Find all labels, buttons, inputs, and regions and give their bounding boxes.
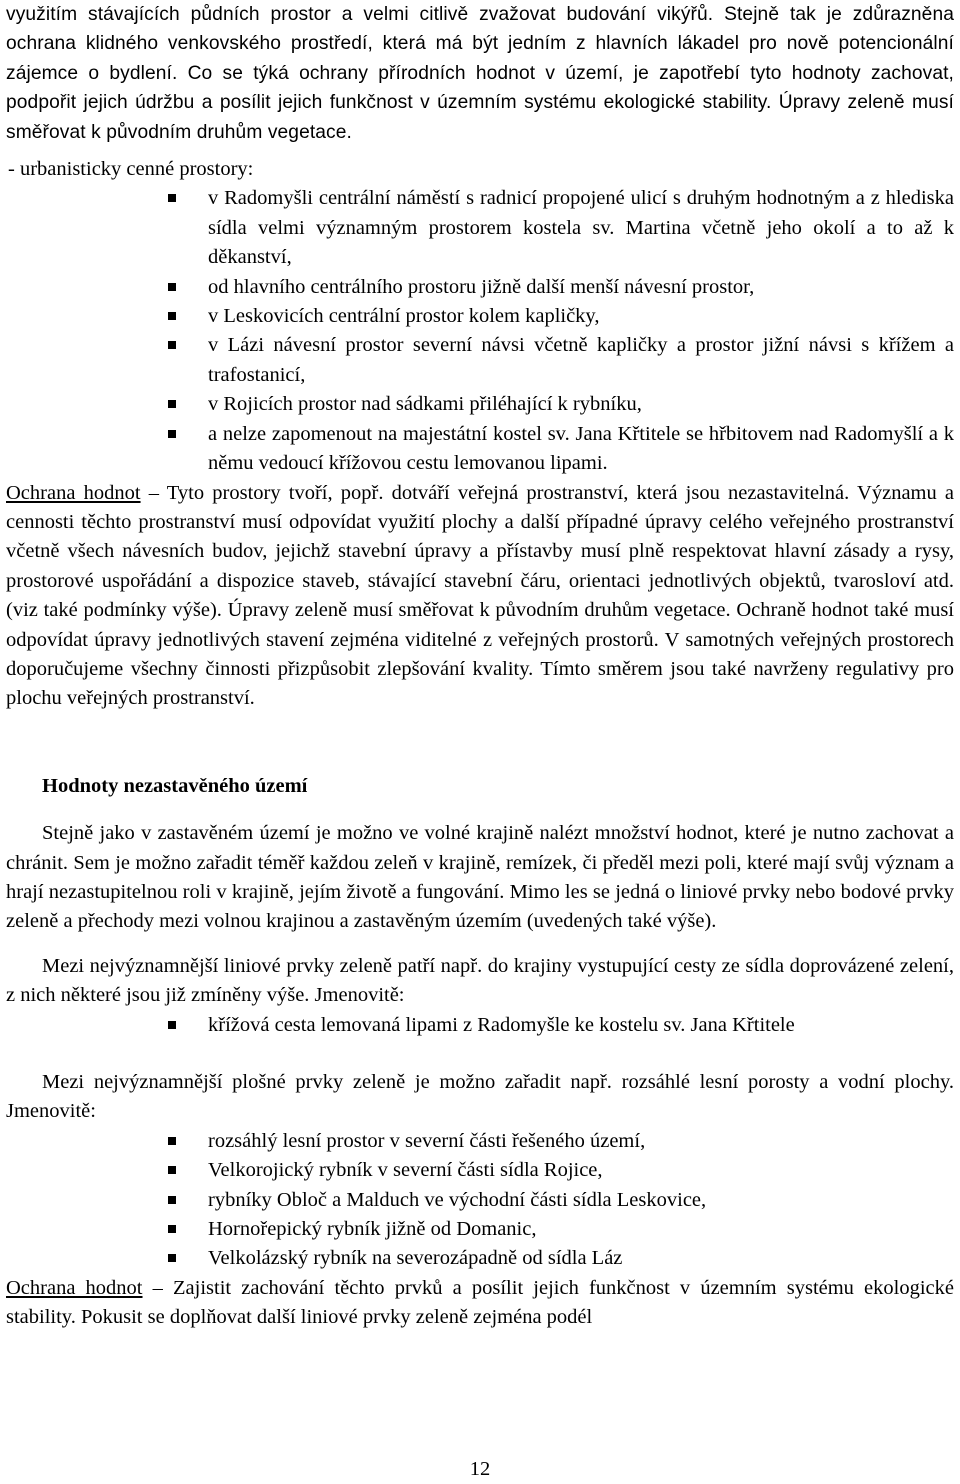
protection-label: Ochrana hodnot xyxy=(6,1276,143,1299)
area-elements-list xyxy=(6,1127,954,1274)
list-item: a nelze zapomenout na majestátní kostel sv. Jana Křtitele se hřbitovem nad Radomyšlí a k němu vedoucí křížovou cestu lemovanou lipami. xyxy=(6,420,954,479)
protection-text: – Zajistit zachování těchto prvků a posílit jejich funkčnost v územním systému ekologické stability. Pokusit se doplňovat další liniové prvky zeleně zejména podél xyxy=(6,1276,954,1329)
list-item: od hlavního centrálního prostoru jižně další menší návesní prostor, xyxy=(6,273,954,302)
list-item: křížová cesta lemovaná lipami z Radomyšle ke kostelu sv. Jana Křtitele xyxy=(6,1011,954,1040)
section-paragraph-1: Stejně jako v zastavěném území je možno ve volné krajině nalézt množství hodnot, které je nutno zachovat a chránit. Sem je možno zařadit téměř každou zeleň v krajině, remízek, či předěl mezi poli, které mají svůj význam a hrají nezastupitelnou roli v krajině, jejím životě a fungování. Mimo les se jedná o liniové prvky nebo bodové prvky zeleně a přechody mezi volnou krajinou a zastavěným územím (uvedených také výše). xyxy=(6,822,954,933)
list-item: Velkorojický rybník v severní části sídla Rojice, xyxy=(6,1156,954,1185)
list-item: v Lázi návesní prostor severní návsi včetně kapličky a prostor jižní návsi s křížem a trafostanicí, xyxy=(6,331,954,390)
list-item: v Leskovicích centrální prostor kolem kapličky, xyxy=(6,302,954,331)
protection-label: Ochrana hodnot xyxy=(6,481,141,504)
list-item: v Radomyšli centrální náměstí s radnicí propojené ulicí s druhým hodnotným a z hlediska sídla velmi významným prostorem kostela sv. Martina včetně jeho okolí a to až k děkanství, xyxy=(6,184,954,272)
protection-text: – Tyto prostory tvoří, popř. dotváří veřejná prostranství, která jsou nezastavitelná. Významu a cennosti těchto prostranství musí odpovídat využití plochy a další případné úpravy celého veřejného prostranství včetně všech návesních budov, jejichž stavební úpravy a přístavby musí plně respektovat hlavní zásady a rysy, prostorové uspořádání a dispozice staveb, stávající stavební čáru, orientaci jednotlivých objektů, tvarosloví atd. (viz také podmínky výše). Úpravy zeleně musí směřovat k původním druhům vegetace. Ochraně hodnot také musí odpovídat úpravy jednotlivých stavení zejména viditelné z veřejných prostorů. V samotných veřejných prostorech doporučujeme všechny činnosti přizpůsobit zlepšování kvality. Tímto směrem jsou také navrženy regulativy pro plochu veřejných prostranství. xyxy=(6,481,955,710)
protection-paragraph-2 xyxy=(6,1274,954,1333)
list-item: Velkolázský rybník na severozápadně od sídla Láz xyxy=(6,1244,954,1273)
list-item: rozsáhlý lesní prostor v severní části řešeného území, xyxy=(6,1127,954,1156)
section-paragraph-2: Mezi nejvýznamnější liniové prvky zeleně patří např. do krajiny vystupující cesty ze sídla doprovázené zelení, z nich některé jsou již zmíněny výše. Jmenovitě: xyxy=(6,954,954,1007)
section-paragraph-3: Mezi nejvýznamnější plošné prvky zeleně je možno zařadit např. rozsáhlé lesní porosty a vodní plochy. Jmenovitě: xyxy=(6,1071,954,1123)
list-item: v Rojicích prostor nad sádkami přiléhající k rybníku, xyxy=(6,390,954,419)
urban-spaces-list xyxy=(6,184,954,478)
linear-elements-list xyxy=(6,1011,954,1040)
list-item: Hornořepický rybník jižně od Domanic, xyxy=(6,1215,954,1244)
protection-paragraph-1 xyxy=(6,479,954,714)
urban-spaces-heading: - urbanisticky cenné prostory: xyxy=(8,158,254,181)
intro-paragraph: využitím stávajících půdních prostor a velmi citlivě zvažovat budování vikýřů. Stejně tak je zdůrazněna ochrana klidného venkovského prostředí, která má být jedním z hlavních lákadel pro nově potencionální zájemce o bydlení. Co se týká ochrany přírodních hodnot v území, je zapotřebí tyto hodnoty zachovat, podpořit jejich údržbu a posílit jejich funkčnost v územním systému ekologické stability. Úpravy zeleně musí směřovat k původním druhům vegetace. xyxy=(6,4,954,143)
list-item: rybníky Obloč a Malduch ve východní části sídla Leskovice, xyxy=(6,1186,954,1215)
section-heading: Hodnoty nezastavěného území xyxy=(42,774,308,797)
page-number: 12 xyxy=(469,1458,491,1480)
